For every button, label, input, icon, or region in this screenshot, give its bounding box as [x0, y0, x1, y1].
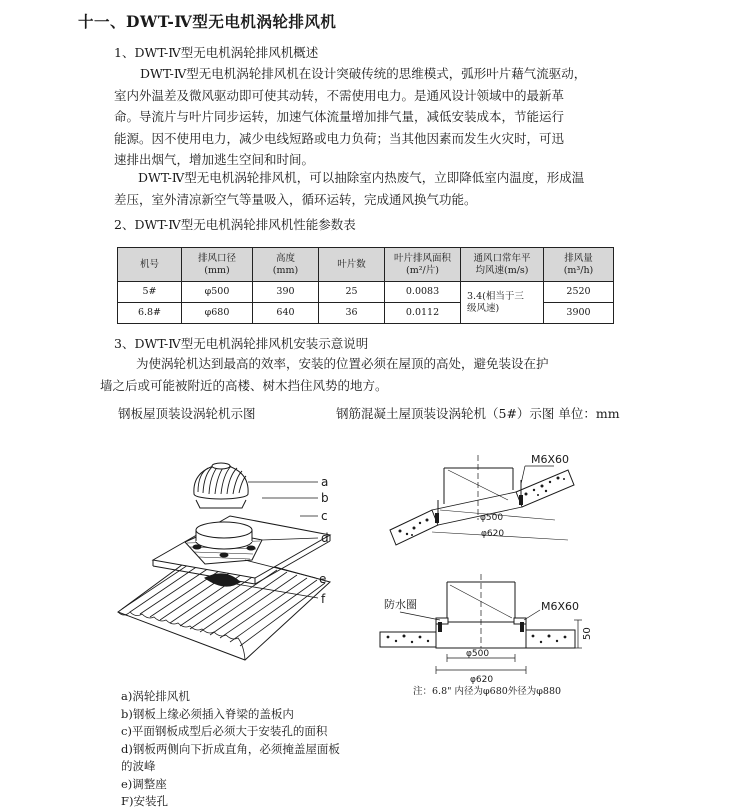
dim-inner-bottom: φ500 [466, 649, 490, 659]
text-line: 命。导流片与叶片同步运转，加速气体流量增加排气量，减低安装成本，节能运行 [114, 109, 565, 124]
cell-airflow: 3900 [544, 303, 614, 324]
cell-model: 5# [118, 282, 182, 303]
col-header-airflow: 排风量 (m³/h) [544, 248, 614, 282]
text-line: DWT-Ⅳ型无电机涡轮排风机在设计突破传统的思维模式，弧形叶片藉气流驱动， [140, 66, 587, 81]
text-line: 速排出烟气，增加逃生空间和时间。 [114, 152, 315, 167]
bolt-label-top: M6X60 [531, 453, 570, 466]
section3-heading: 3、DWT-Ⅳ型无电机涡轮排风机安装示意说明 [114, 336, 369, 351]
cell-airflow: 2520 [544, 282, 614, 303]
cell-diameter: φ680 [182, 303, 253, 324]
label-e: e [319, 572, 327, 586]
turbine-ventilator [194, 463, 248, 508]
cell-blade-area: 0.0112 [385, 303, 461, 324]
section1-heading: 1、DWT-Ⅳ型无电机涡轮排风机概述 [114, 45, 319, 60]
col-header-blade-area: 叶片排风面积 (m²/片) [385, 248, 461, 282]
cell-wind-speed-merged: 3.4(相当于三 级风速) [461, 282, 544, 324]
label-b: b [321, 491, 329, 505]
steel-roof-diagram [118, 463, 330, 660]
label-f: f [321, 592, 326, 606]
caption-steel-roof: 钢板屋顶装设涡轮机示图 [118, 406, 256, 421]
text-line: 差压，室外清凉新空气等量吸入，循环运转，完成通风换气功能。 [114, 191, 477, 207]
legend-item: c)平面钢板成型后必须大于安装孔的面积 [121, 724, 328, 738]
label-c: c [321, 509, 328, 523]
label-a: a [321, 475, 329, 489]
caption-concrete-roof: 钢筋混凝土屋顶装设涡轮机（5#）示图 单位：mm [336, 406, 620, 421]
legend-item: d)钢板两侧向下折成直角，必须掩盖屋面板 [121, 741, 340, 756]
col-header-blade-count: 叶片数 [319, 248, 385, 282]
legend-item: a)涡轮排风机 [121, 689, 190, 703]
text-line: 能源。因不使用电力，减少电线短路或电力负荷；当其他因素而发生火灾时，可迅 [114, 130, 565, 146]
legend-item: F)安装孔 [121, 794, 168, 808]
height-dim-label: 50 [582, 627, 593, 640]
cell-height: 640 [253, 303, 319, 324]
legend-item: e)调整座 [121, 776, 167, 791]
page-title: 十一、DWT-Ⅳ型无电机涡轮排风机 [78, 12, 337, 31]
legend-item: b)钢板上缘必须插入脊梁的盖板内 [121, 706, 294, 721]
text-line: 室内外温差及微风驱动即可使其动转，不需使用电力。是通风设计领域中的最新革 [114, 87, 565, 103]
dim-outer-top: φ620 [481, 529, 505, 539]
cell-blades: 36 [319, 303, 385, 324]
legend-list [121, 688, 340, 811]
text-line: 为使涡轮机达到最高的效率，安装的位置必须在屋顶的高处，避免装设在护 [136, 356, 549, 371]
dim-outer-bottom: φ620 [470, 675, 494, 685]
concrete-roof-flat-diagram [380, 574, 582, 674]
waterproof-ring-label: 防水圈 [384, 598, 417, 611]
text-line: 墙之后或可能被附近的高楼、树木挡住风势的地方。 [100, 377, 388, 393]
bolt-label-bottom: M6X60 [541, 600, 580, 613]
col-header-outlet-diameter: 排风口径 (mm) [182, 248, 253, 282]
cell-diameter: φ500 [182, 282, 253, 303]
diagram-note: 注：6.8" 内径为φ680外径为φ880 [413, 686, 562, 697]
col-header-wind-speed: 通风口常年平 均风速(m/s) [461, 248, 544, 282]
cell-blade-area: 0.0083 [385, 282, 461, 303]
section2-heading: 2、DWT-Ⅳ型无电机涡轮排风机性能参数表 [114, 217, 356, 232]
dim-inner-top: φ500 [480, 513, 504, 523]
cell-model: 6.8# [118, 303, 182, 324]
col-header-height: 高度 (mm) [253, 248, 319, 282]
label-d: d [321, 531, 329, 545]
col-header-model: 机号 [118, 248, 182, 282]
cell-blades: 25 [319, 282, 385, 303]
text-line: DWT-Ⅳ型无电机涡轮排风机，可以抽除室内热废气，立即降低室内温度，形成温 [138, 170, 585, 185]
legend-item: 的波峰 [121, 759, 156, 773]
cell-height: 390 [253, 282, 319, 303]
